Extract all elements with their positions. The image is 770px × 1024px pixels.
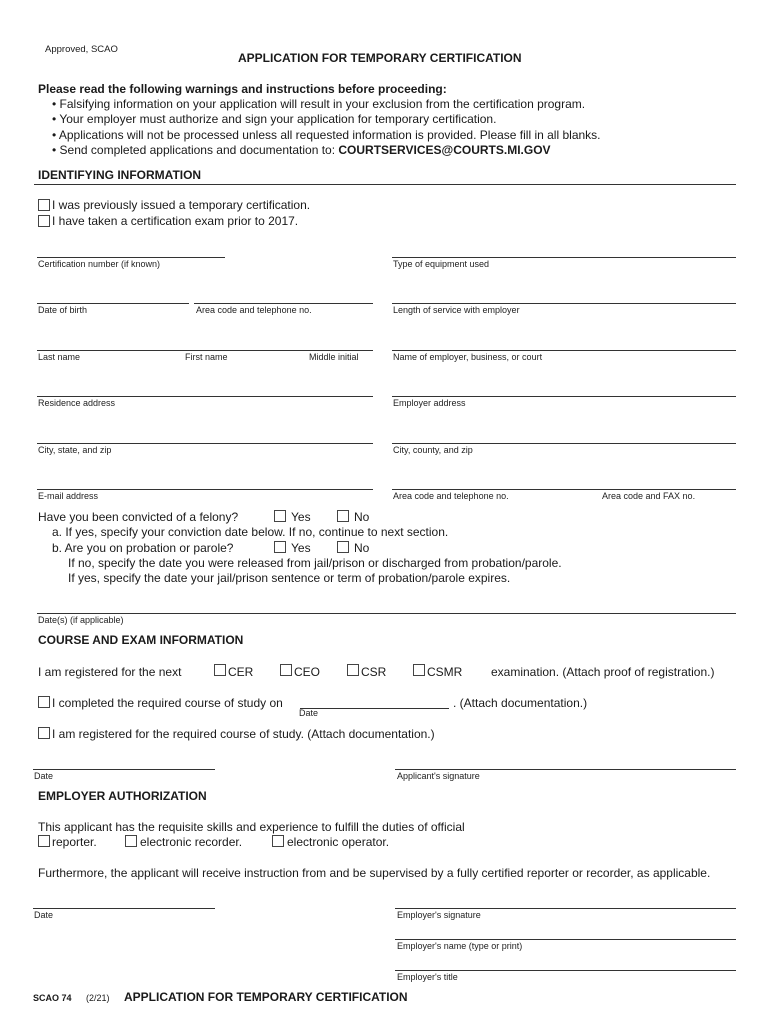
employer-heading: EMPLOYER AUTHORIZATION xyxy=(38,789,207,803)
employer-signature-field[interactable] xyxy=(395,908,736,909)
prior-exam-label: I have taken a certification exam prior to 2017. xyxy=(52,214,299,228)
identifying-heading: IDENTIFYING INFORMATION xyxy=(38,168,202,182)
felony-question: Have you been convicted of a felony? xyxy=(38,510,239,524)
course-heading: COURSE AND EXAM INFORMATION xyxy=(38,633,244,647)
previously-issued-checkbox[interactable] xyxy=(38,199,50,211)
employer-address-label: Employer address xyxy=(393,398,466,408)
probation-no-label: No xyxy=(354,541,370,555)
electronic-operator-label: electronic operator. xyxy=(287,835,390,849)
registered-next-text: I am registered for the next xyxy=(38,665,182,679)
probation-yes-label: Yes xyxy=(291,541,311,555)
equipment-field[interactable] xyxy=(392,257,736,258)
course-date-label: Date xyxy=(299,708,319,718)
city-state-zip-label: City, state, and zip xyxy=(38,445,112,455)
completed-course-suffix: . (Attach documentation.) xyxy=(453,696,588,710)
employer-name-field[interactable] xyxy=(395,939,736,940)
residence-label: Residence address xyxy=(38,398,116,408)
prior-exam-checkbox[interactable] xyxy=(38,215,50,227)
ceo-label: CEO xyxy=(294,665,321,679)
employer-name-label: Employer's name (type or print) xyxy=(397,941,523,951)
probation-note-yes: If yes, specify the date your jail/prison sentence or term of probation/parole expires. xyxy=(68,571,511,585)
form-revision: (2/21) xyxy=(86,993,110,1003)
registered-course-checkbox[interactable] xyxy=(38,727,50,739)
felony-no-checkbox[interactable] xyxy=(337,510,349,522)
employer-date-field[interactable] xyxy=(33,908,215,909)
city-county-zip-label: City, county, and zip xyxy=(393,445,473,455)
employer-phone-label: Area code and telephone no. xyxy=(393,491,509,501)
cert-number-field[interactable] xyxy=(37,257,225,258)
employer-name-field[interactable] xyxy=(392,350,736,351)
name-field[interactable] xyxy=(37,350,373,351)
approved-label: Approved, SCAO xyxy=(45,44,118,55)
last-name-label: Last name xyxy=(38,352,81,362)
csr-checkbox[interactable] xyxy=(347,664,359,676)
equipment-label: Type of equipment used xyxy=(393,259,490,269)
electronic-operator-checkbox[interactable] xyxy=(272,835,284,847)
csr-label: CSR xyxy=(361,665,387,679)
cer-checkbox[interactable] xyxy=(214,664,226,676)
city-county-zip-field[interactable] xyxy=(392,443,736,444)
probation-note-no: If no, specify the date you were released from jail/prison or discharged from probation/parole. xyxy=(68,556,562,570)
probation-yes-checkbox[interactable] xyxy=(274,541,286,553)
instruction-bullet-1: • Falsifying information on your application will result in your exclusion from the certification program. xyxy=(52,97,586,111)
city-state-zip-field[interactable] xyxy=(37,443,373,444)
felony-dates-field[interactable] xyxy=(37,613,736,614)
employer-phone-fax-field[interactable] xyxy=(392,489,736,490)
applicant-signature-label: Applicant's signature xyxy=(397,771,480,781)
course-date-field[interactable] xyxy=(300,708,449,709)
form-number: SCAO 74 xyxy=(33,993,72,1003)
footer-title: APPLICATION FOR TEMPORARY CERTIFICATION xyxy=(124,990,408,1004)
dob-label: Date of birth xyxy=(38,305,88,315)
instruction-bullet-4 xyxy=(52,143,551,157)
employer-name-label: Name of employer, business, or court xyxy=(393,352,543,362)
length-service-label: Length of service with employer xyxy=(393,305,520,315)
cer-label: CER xyxy=(228,665,254,679)
registered-next-suffix: examination. (Attach proof of registration.) xyxy=(491,665,715,679)
middle-initial-label: Middle initial xyxy=(309,352,359,362)
reporter-checkbox[interactable] xyxy=(38,835,50,847)
probation-question: b. Are you on probation or parole? xyxy=(52,541,234,555)
phone-field[interactable] xyxy=(194,303,373,304)
section-divider xyxy=(34,184,736,185)
felony-no-label: No xyxy=(354,510,370,524)
instructions-heading: Please read the following warnings and instructions before proceeding: xyxy=(38,82,447,96)
cert-number-label: Certification number (if known) xyxy=(38,259,161,269)
felony-instruction-a: a. If yes, specify your conviction date below. If no, continue to next section. xyxy=(52,525,449,539)
csmr-label: CSMR xyxy=(427,665,463,679)
applicant-date-label: Date xyxy=(34,771,54,781)
employer-title-label: Employer's title xyxy=(397,972,458,982)
employer-title-field[interactable] xyxy=(395,970,736,971)
supervision-statement: Furthermore, the applicant will receive instruction from and be supervised by a fully certified reporter or recorder, as applicable. xyxy=(38,866,711,880)
first-name-label: First name xyxy=(185,352,228,362)
email-label: E-mail address xyxy=(38,491,99,501)
form-title: APPLICATION FOR TEMPORARY CERTIFICATION xyxy=(238,51,522,65)
applicant-signature-field[interactable] xyxy=(395,769,736,770)
completed-course-label: I completed the required course of study on xyxy=(52,696,283,710)
employer-address-field[interactable] xyxy=(392,396,736,397)
instruction-bullet-2: • Your employer must authorize and sign your application for temporary certification. xyxy=(52,112,497,126)
csmr-checkbox[interactable] xyxy=(413,664,425,676)
felony-yes-checkbox[interactable] xyxy=(274,510,286,522)
phone-label: Area code and telephone no. xyxy=(196,305,312,315)
completed-course-checkbox[interactable] xyxy=(38,696,50,708)
employer-statement: This applicant has the requisite skills and experience to fulfill the duties of official xyxy=(38,820,465,834)
length-service-field[interactable] xyxy=(392,303,736,304)
applicant-date-field[interactable] xyxy=(33,769,215,770)
felony-dates-label: Date(s) (if applicable) xyxy=(38,615,124,625)
electronic-recorder-label: electronic recorder. xyxy=(140,835,243,849)
felony-yes-label: Yes xyxy=(291,510,311,524)
previously-issued-label: I was previously issued a temporary certification. xyxy=(52,198,311,212)
electronic-recorder-checkbox[interactable] xyxy=(125,835,137,847)
email-field[interactable] xyxy=(37,489,373,490)
registered-course-label: I am registered for the required course of study. (Attach documentation.) xyxy=(52,727,435,741)
employer-date-label: Date xyxy=(34,910,54,920)
dob-field[interactable] xyxy=(37,303,189,304)
send-to-text: • Send completed applications and documentation to: xyxy=(52,143,339,157)
instruction-bullet-3: • Applications will not be processed unless all requested information is provided. Please fill in all blanks. xyxy=(52,128,601,142)
reporter-label: reporter. xyxy=(52,835,97,849)
employer-fax-label: Area code and FAX no. xyxy=(602,491,696,501)
residence-field[interactable] xyxy=(37,396,373,397)
probation-no-checkbox[interactable] xyxy=(337,541,349,553)
employer-signature-label: Employer's signature xyxy=(397,910,481,920)
ceo-checkbox[interactable] xyxy=(280,664,292,676)
submission-email: COURTSERVICES@COURTS.MI.GOV xyxy=(338,143,551,157)
